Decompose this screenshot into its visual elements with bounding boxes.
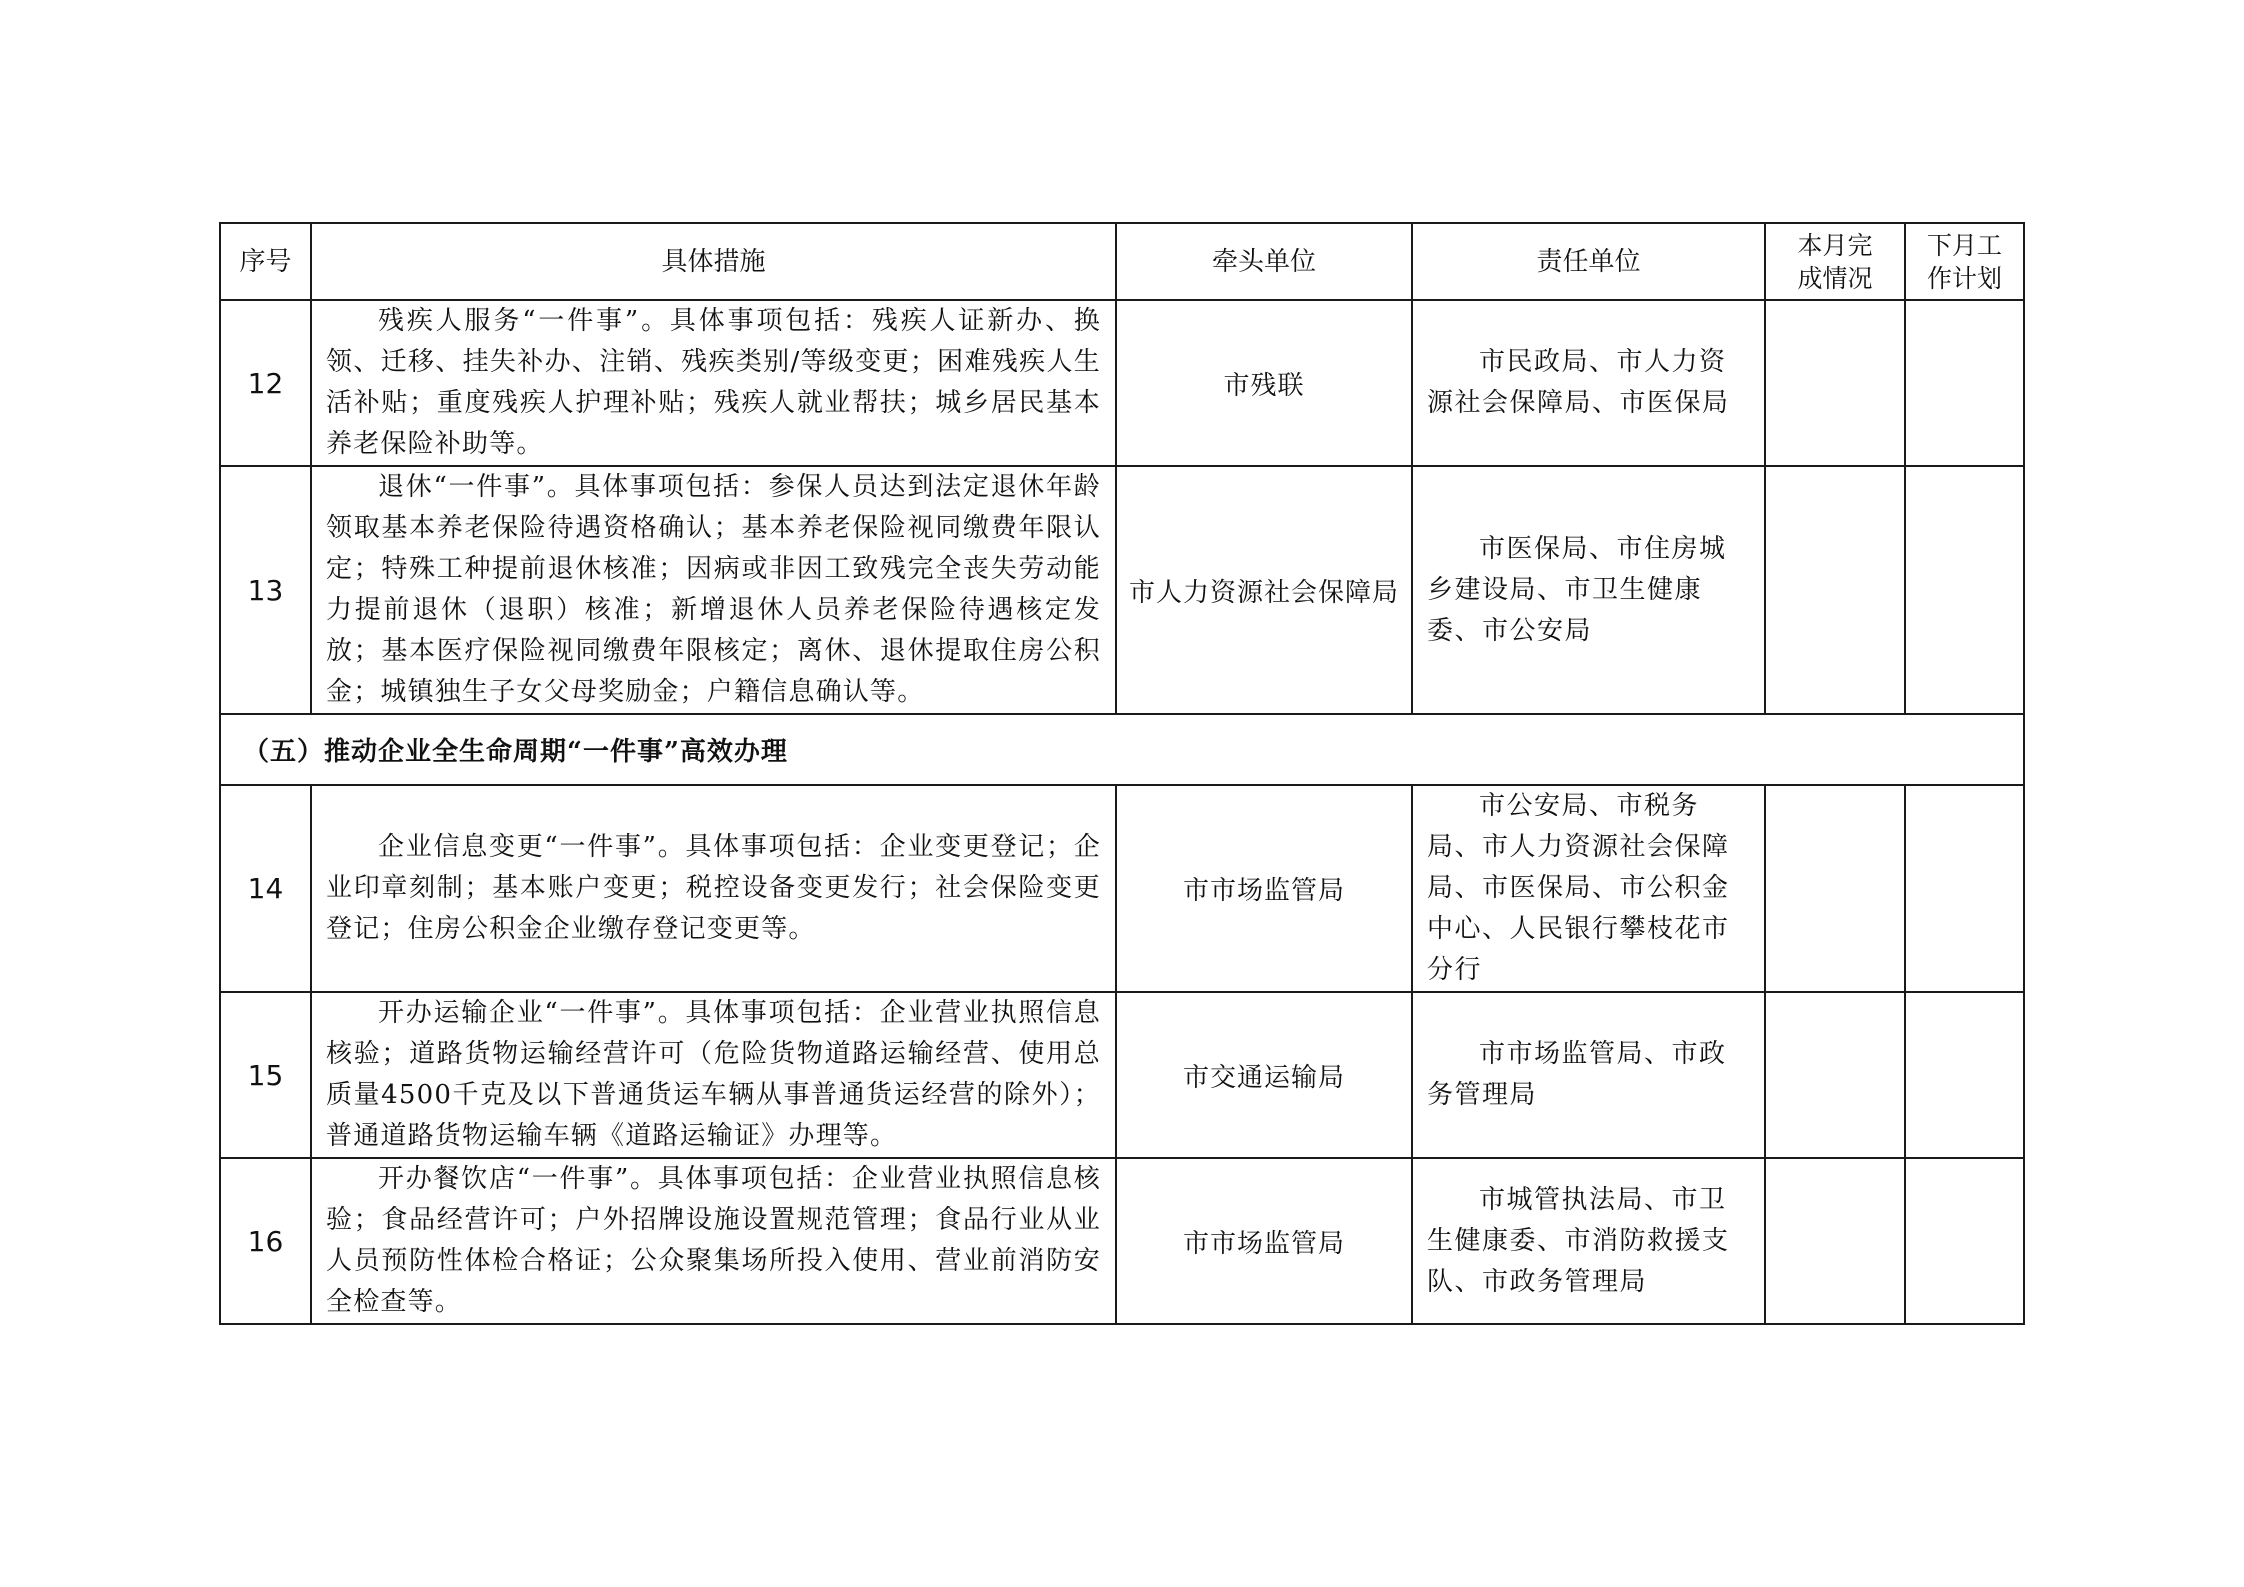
row-number: 14: [220, 785, 311, 992]
header-next-month-plan: [1905, 223, 2024, 300]
row-next-month-plan: [1905, 466, 2024, 714]
table-row: [220, 992, 2024, 1158]
header-monthly-completion: [1765, 223, 1905, 300]
row-monthly-completion: [1765, 1158, 1905, 1324]
row-next-month-plan: [1905, 992, 2024, 1158]
header-responsible-unit: 责任单位: [1412, 223, 1765, 300]
work-plan-table: [219, 222, 2025, 1325]
header-done-line2: 成情况: [1797, 263, 1873, 293]
header-plan-line1: 下月工: [1926, 230, 2002, 260]
row-measure: 开办运输企业“一件事”。具体事项包括：企业营业执照信息核验；道路货物运输经营许可（危险货物道路运输经营、使用总质量4500千克及以下普通货运车辆从事普通货运经营的除外）；普通道路货物运输车辆《道路运输证》办理等。: [311, 992, 1116, 1158]
row-monthly-completion: [1765, 785, 1905, 992]
row-measure: 退休“一件事”。具体事项包括：参保人员达到法定退休年龄领取基本养老保险待遇资格确认；基本养老保险视同缴费年限认定；特殊工种提前退休核准；因病或非因工致残完全丧失劳动能力提前退休（退职）核准；新增退休人员养老保险待遇核定发放；基本医疗保险视同缴费年限核定；离休、退休提取住房公积金；城镇独生子女父母奖励金；户籍信息确认等。: [311, 466, 1116, 714]
table-row: [220, 300, 2024, 466]
row-number: 13: [220, 466, 311, 714]
row-responsible-unit: 市公安局、市税务局、市人力资源社会保障局、市医保局、市公积金中心、人民银行攀枝花市分行: [1412, 785, 1765, 992]
row-responsible-unit: 市医保局、市住房城乡建设局、市卫生健康委、市公安局: [1412, 466, 1765, 714]
row-measure: 企业信息变更“一件事”。具体事项包括：企业变更登记；企业印章刻制；基本账户变更；税控设备变更发行；社会保险变更登记；住房公积金企业缴存登记变更等。: [311, 785, 1116, 992]
header-num: 序号: [220, 223, 311, 300]
row-lead-unit: 市人力资源社会保障局: [1116, 466, 1412, 714]
header-lead-unit: 牵头单位: [1116, 223, 1412, 300]
row-measure: 开办餐饮店“一件事”。具体事项包括：企业营业执照信息核验；食品经营许可；户外招牌设施设置规范管理；食品行业从业人员预防性体检合格证；公众聚集场所投入使用、营业前消防安全检查等。: [311, 1158, 1116, 1324]
row-measure: 残疾人服务“一件事”。具体事项包括：残疾人证新办、换领、迁移、挂失补办、注销、残疾类别/等级变更；困难残疾人生活补贴；重度残疾人护理补贴；残疾人就业帮扶；城乡居民基本养老保险补助等。: [311, 300, 1116, 466]
row-monthly-completion: [1765, 466, 1905, 714]
row-number: 15: [220, 992, 311, 1158]
header-measure: 具体措施: [311, 223, 1116, 300]
row-lead-unit: 市市场监管局: [1116, 785, 1412, 992]
row-responsible-unit: 市民政局、市人力资源社会保障局、市医保局: [1412, 300, 1765, 466]
table-header-row: [220, 223, 2024, 300]
row-next-month-plan: [1905, 1158, 2024, 1324]
row-number: 16: [220, 1158, 311, 1324]
section-heading: （五）推动企业全生命周期“一件事”高效办理: [220, 714, 2024, 785]
row-next-month-plan: [1905, 300, 2024, 466]
table-row: [220, 466, 2024, 714]
row-number: 12: [220, 300, 311, 466]
row-next-month-plan: [1905, 785, 2024, 992]
row-lead-unit: 市市场监管局: [1116, 1158, 1412, 1324]
header-plan-line2: 作计划: [1926, 263, 2002, 293]
row-lead-unit: 市交通运输局: [1116, 992, 1412, 1158]
row-monthly-completion: [1765, 992, 1905, 1158]
row-responsible-unit: 市城管执法局、市卫生健康委、市消防救援支队、市政务管理局: [1412, 1158, 1765, 1324]
row-lead-unit: 市残联: [1116, 300, 1412, 466]
row-responsible-unit: 市市场监管局、市政务管理局: [1412, 992, 1765, 1158]
table-row: [220, 1158, 2024, 1324]
row-monthly-completion: [1765, 300, 1905, 466]
header-done-line1: 本月完: [1797, 230, 1873, 260]
table-row: [220, 785, 2024, 992]
section-heading-row: [220, 714, 2024, 785]
